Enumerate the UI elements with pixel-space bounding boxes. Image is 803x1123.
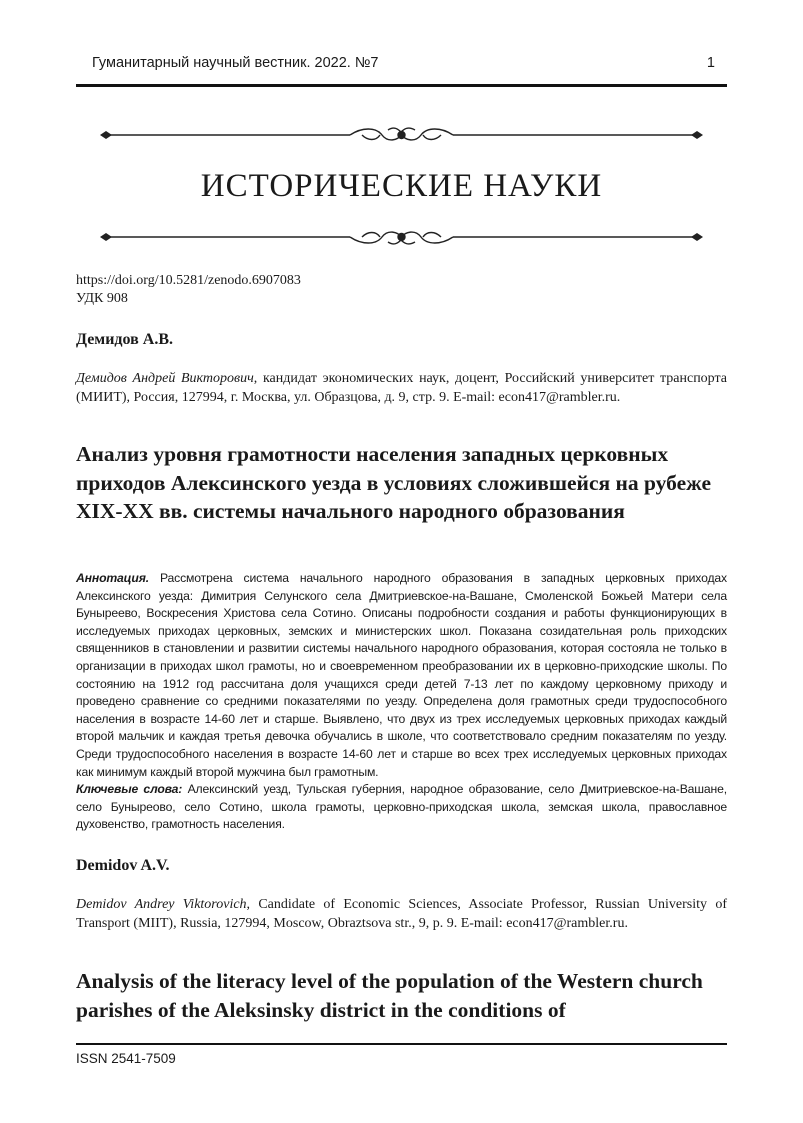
author-affiliation-ru (76, 369, 727, 407)
keywords-label: Ключевые слова: (76, 782, 183, 797)
header-divider (76, 84, 727, 87)
article-title-en: Analysis of the literacy level of the population of the Western church parishes of the Aleksinsky district in the conditions of (76, 969, 703, 1022)
article-title-ru: Анализ уровня грамотности населения западных церковных приходов Алексинского уезда в условиях сложившейся на рубеже XIX-XX вв. системы начального народного образования (76, 442, 712, 523)
author-details-ru: , кандидат экономических наук, доцент, Российский университет транспорта (МИИТ), Россия, 127994, г. Москва, ул. Образцова, д. 9, стр. 9. E-mail: econ417@rambler.ru. (76, 371, 727, 405)
issn: ISSN 2541-7509 (76, 1051, 176, 1066)
page-number: 1 (706, 55, 715, 71)
abstract-text: Рассмотрена система начального народного образования в западных церковных приходах Алексинского уезда: Димитрия Селунского села Дмитриевское-на-Вашане, Смоленской Божьей Матери села Буныреево, Воскресения Христова села Сотино. Описаны подробности создания и работы функционирующих в исследуемых приходах церковных, земских и министерских школ. Показана созидательная роль приходских священников в становлении и развитии системы начального народного образования, которая состояла не только в организации в приходах школ грамоты, но и своевременном преобразовании их в церковно-приходские школы. По состоянию на 1912 год рассчитана доля учащихся среди детей 7-13 лет по каждому церковному приходу и проведено сравнение со средними показателями по уезду. Определена доля грамотных среди трудоспособного населения в возрасте 14-60 лет и старше. Выявлено, что двух из трех исследуемых церковных приходах каждый второй мальчик и каждая третья девочка обучались в школе, что соответствовало средним показателям по уезду. Среди трудоспособного населения в возрасте 14-60 лет и старше во всех трех исследуемых церковных приходах как минимум каждый второй мужчина был грамотным. (76, 571, 727, 779)
ornament-top-icon (100, 126, 703, 144)
author-affiliation-en (76, 895, 727, 933)
ornament-bottom-icon (100, 228, 703, 246)
doi-link[interactable]: https://doi.org/10.5281/zenodo.6907083 (76, 273, 301, 288)
journal-title: Гуманитарный научный вестник. 2022. №7 (92, 55, 379, 71)
author-details-en: , Candidate of Economic Sciences, Associate Professor, Russian University of Transport (MIIT), Russia, 127994, Moscow, Obraztsova str., 9, p. 9. E-mail: econ417@rambler.ru. (76, 897, 727, 931)
author-name-ru: Демидов Андрей Викторович (76, 371, 254, 386)
udk-code: УДК 908 (76, 291, 128, 306)
author-short-en: Demidov A.V. (76, 857, 170, 874)
author-short-ru: Демидов А.В. (76, 331, 173, 348)
section-title: ИСТОРИЧЕСКИЕ НАУКИ (200, 168, 603, 204)
keywords-text: Алексинский уезд, Тульская губерния, народное образование, село Дмитриевское-на-Вашане, село Буныреово, село Сотино, школа грамоты, церковно-приходская школа, земская школа, православное духовенство, грамотность населения. (76, 782, 727, 832)
abstract-label: Аннотация. (76, 571, 149, 585)
footer-divider (76, 1043, 727, 1045)
abstract-ru (76, 570, 727, 834)
author-name-en: Demidov Andrey Viktorovich (76, 897, 247, 912)
